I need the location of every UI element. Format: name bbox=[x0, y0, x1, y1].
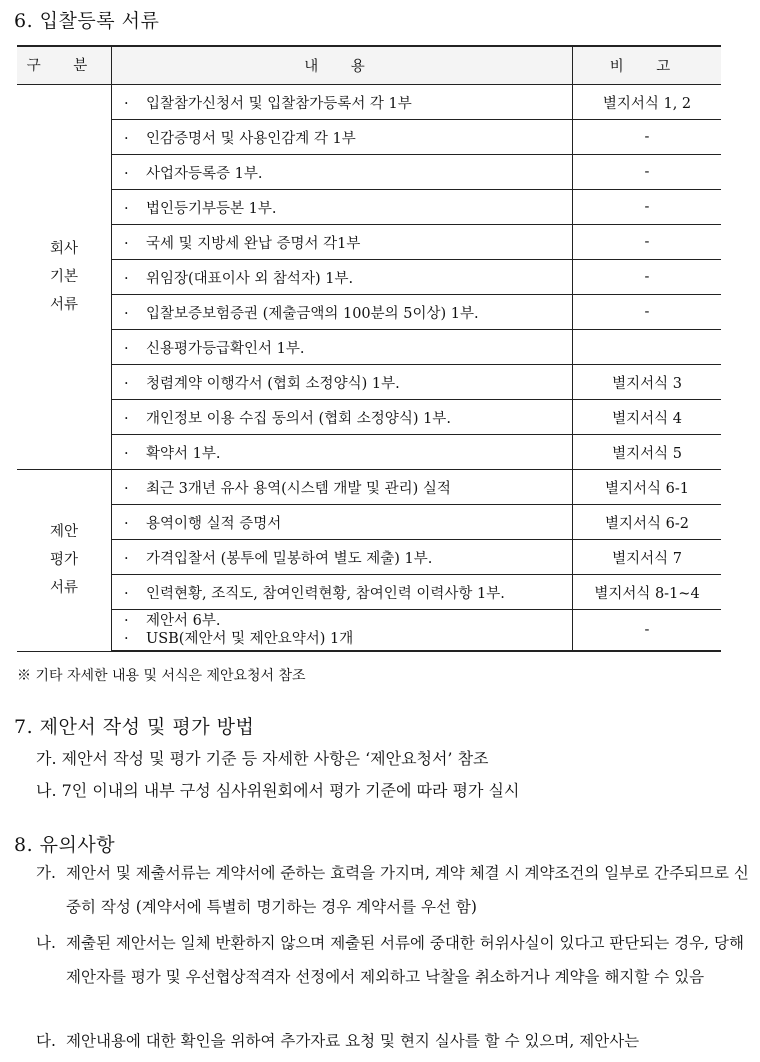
section-8-item bbox=[36, 1024, 754, 1058]
table-row bbox=[17, 540, 721, 575]
content-cell: · 최근 3개년 유사 용역(시스템 개발 및 관리) 실적 bbox=[112, 470, 573, 505]
table-row bbox=[17, 295, 721, 330]
item-label: 다. bbox=[36, 1032, 56, 1050]
note-cell: - bbox=[573, 260, 722, 295]
note-cell: 별지서식 8-1~4 bbox=[573, 575, 722, 610]
header-content: 내 용 bbox=[112, 46, 573, 85]
content-cell: · 신용평가등급확인서 1부. bbox=[112, 330, 573, 365]
table-row bbox=[17, 365, 721, 400]
table-row bbox=[17, 470, 721, 505]
item-text: 제출된 제안서는 일체 반환하지 않으며 제출된 서류에 중대한 허위사실이 있다고 판단되는 경우, 당해 제안자를 평가 및 우선협상적격자 선정에서 제외하고 낙찰을 취소하거나 계약을 해지할 수 있음 bbox=[66, 934, 744, 986]
table-row bbox=[17, 225, 721, 260]
category-cell-company bbox=[17, 85, 112, 470]
table-row bbox=[17, 400, 721, 435]
note-cell: - bbox=[573, 225, 722, 260]
table-row bbox=[17, 155, 721, 190]
table-row bbox=[17, 190, 721, 225]
note-cell bbox=[573, 330, 722, 365]
content-cell: · 사업자등록증 1부. bbox=[112, 155, 573, 190]
category-line: 평가 bbox=[49, 552, 78, 569]
note-cell: - bbox=[573, 155, 722, 190]
content-cell: · 개인정보 이용 수집 동의서 (협회 소정양식) 1부. bbox=[112, 400, 573, 435]
category-line: 서류 bbox=[49, 580, 78, 597]
note-cell: 별지서식 1, 2 bbox=[573, 85, 722, 120]
item-text: 제안서 및 제출서류는 계약서에 준하는 효력을 가지며, 계약 체결 시 계약조건의 일부로 간주되므로 신중히 작성 (계약서에 특별히 명기하는 경우 계약서를 우선 함) bbox=[66, 864, 749, 916]
item-label: 나. bbox=[36, 934, 56, 952]
note-cell: - bbox=[573, 190, 722, 225]
note-cell: - bbox=[573, 120, 722, 155]
note-cell: - bbox=[573, 295, 722, 330]
category-line: 회사 bbox=[49, 241, 78, 257]
content-cell: · 인감증명서 및 사용인감계 각 1부 bbox=[112, 120, 573, 155]
section-8-item bbox=[36, 856, 754, 924]
category-line: 서류 bbox=[49, 297, 78, 313]
content-cell: · 위임장(대표이사 외 참석자) 1부. bbox=[112, 260, 573, 295]
note-cell: - bbox=[573, 610, 722, 652]
content-cell: · 법인등기부등본 1부. bbox=[112, 190, 573, 225]
content-cell: · 인력현황, 조직도, 참여인력현황, 참여인력 이력사항 1부. bbox=[112, 575, 573, 610]
section-8-title: 8. 유의사항 bbox=[14, 834, 116, 856]
note-cell: 별지서식 3 bbox=[573, 365, 722, 400]
table-row bbox=[17, 575, 721, 610]
table-row bbox=[17, 330, 721, 365]
note-cell: 별지서식 4 bbox=[573, 400, 722, 435]
table-header-row bbox=[17, 46, 721, 85]
note-cell: 별지서식 6-2 bbox=[573, 505, 722, 540]
section-7-item: 나. 7인 이내의 내부 구성 심사위원회에서 평가 기준에 따라 평가 실시 bbox=[36, 781, 520, 800]
category-line: 제안 bbox=[49, 524, 78, 541]
note-cell: 별지서식 6-1 bbox=[573, 470, 722, 505]
table-row bbox=[17, 435, 721, 470]
content-cell: · 청렴계약 이행각서 (협회 소정양식) 1부. bbox=[112, 365, 573, 400]
content-cell: · 입찰참가신청서 및 입찰참가등록서 각 1부 bbox=[112, 85, 573, 120]
section-8-item bbox=[36, 926, 754, 994]
section-6-title: 6. 입찰등록 서류 bbox=[14, 10, 160, 32]
bid-documents-table bbox=[17, 45, 721, 652]
content-cell: · 확약서 1부. bbox=[112, 435, 573, 470]
category-line: 기본 bbox=[49, 269, 78, 285]
table-row bbox=[17, 85, 721, 120]
table-row bbox=[17, 260, 721, 295]
content-cell: · 입찰보증보험증권 (제출금액의 100분의 5이상) 1부. bbox=[112, 295, 573, 330]
item-label: 가. bbox=[36, 864, 56, 882]
table-row bbox=[17, 505, 721, 540]
note-cell: 별지서식 5 bbox=[573, 435, 722, 470]
category-cell-proposal bbox=[17, 470, 112, 652]
item-text: 제안내용에 대한 확인을 위하여 추가자료 요청 및 현지 실사를 할 수 있으며, 제안사는 bbox=[66, 1032, 640, 1050]
header-note: 비 고 bbox=[573, 46, 722, 85]
section-7-title: 7. 제안서 작성 및 평가 방법 bbox=[14, 716, 255, 738]
table-footnote: ※ 기타 자세한 내용 및 서식은 제안요청서 참조 bbox=[17, 668, 306, 684]
note-cell: 별지서식 7 bbox=[573, 540, 722, 575]
header-category: 구 분 bbox=[17, 46, 112, 85]
content-cell: · 용역이행 실적 증명서 bbox=[112, 505, 573, 540]
table-row bbox=[17, 610, 721, 652]
content-cell: · 가격입찰서 (봉투에 밀봉하여 별도 제출) 1부. bbox=[112, 540, 573, 575]
table-row bbox=[17, 120, 721, 155]
section-7-item: 가. 제안서 작성 및 평가 기준 등 자세한 사항은 ‘제안요청서’ 참조 bbox=[36, 749, 489, 768]
content-cell: · 국세 및 지방세 완납 증명서 각1부 bbox=[112, 225, 573, 260]
content-cell: · 제안서 6부. · USB(제안서 및 제안요약서) 1개 bbox=[112, 610, 573, 652]
